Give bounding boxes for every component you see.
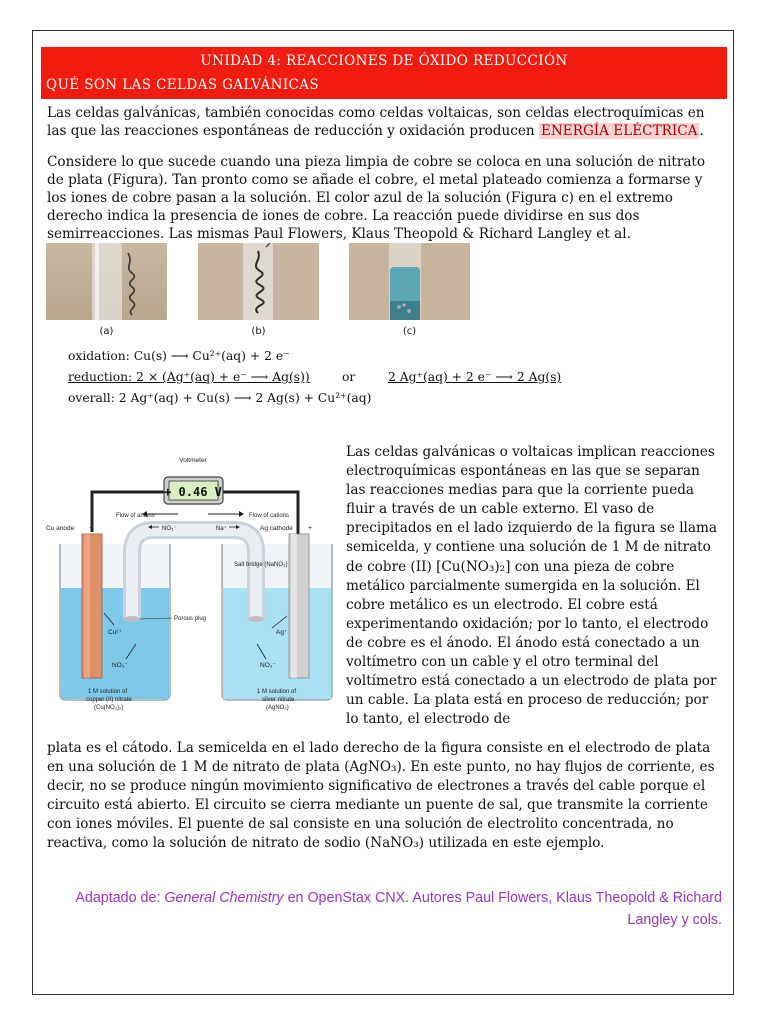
anode-label: Cu anode (46, 525, 75, 532)
credit-prefix: Adaptado de: (75, 890, 165, 906)
overall-label: overall: (68, 391, 115, 405)
header-banner (41, 47, 727, 99)
cathode-label: Ag cathode (260, 525, 293, 532)
unit-title: UNIDAD 4: REACCIONES DE ÓXIDO REDUCCIÓN (200, 53, 568, 69)
body-text-wrapped: Las celdas galvánicas o voltaicas implican reacciones electroquímicas espontáneas en las que se separan las reacciones medias para que la corriente pueda fluir a través de un cable externo. El vaso de precipitados en el lado izquierdo de la figura se llama semicelda, y contiene una solución de 1 M de nitrato de cobre (II) [Cu(NO₃)₂] con una pieza de cobre metálico parcialmente sumergida en la solución. El cobre metálico es un electrodo. El cobre está experimentando oxidación; por lo tanto, el electrodo de cobre es el ánodo. El ánodo está conectado a un voltímetro con un cable y el otro terminal del voltímetro está conectado a un electrodo de plata por un cable. La plata está en proceso de reducción; por lo tanto, el electrodo de (346, 444, 717, 728)
nitrate-right-label: NO₃⁻ (260, 662, 276, 669)
left-solution-line1: 1 M solution of (88, 689, 128, 695)
overall-equation (68, 388, 371, 409)
porous-plug-label: Porous plug (174, 616, 207, 622)
photo-a-caption: (a) (99, 326, 114, 337)
left-solution-line3: (Cu(NO₃)₂) (94, 705, 124, 711)
galvanic-cell-svg (46, 448, 340, 720)
right-solution-line2: silver nitrate (262, 697, 295, 703)
right-solution-line3: (AgNO₃) (266, 705, 289, 711)
reduction-alt: 2 Ag⁺(aq) + 2 e⁻ ⟶ 2 Ag(s) (388, 370, 562, 384)
reduction-main (68, 370, 310, 384)
paragraph-2: Considere lo que sucede cuando una pieza limpia de cobre se coloca en una solución de nitrato de plata (Figura). Tan pronto como se añade el cobre, el metal plateado comienza a formarse y los iones de cobre pasan a la solución. El color azul de la solución (Figura c) en el extremo derecho indica la presencia de iones de cobre. La reacción puede dividirse en sus dos semirreacciones. Las mismas Paul Flowers, Klaus Theopold & Richard Langley et al. (47, 154, 706, 242)
reduction-equation (68, 367, 562, 388)
bridge-sodium: Na⁺ (216, 526, 227, 532)
right-solution-line1: 1 M solution of (257, 689, 297, 695)
oxidation-label: oxidation: (68, 349, 130, 363)
intro-text: Las celdas galvánicas, también conocidas como celdas voltaicas, son celdas electroquímicas en las que las reacciones espontáneas de reducción y oxidación producen (47, 105, 705, 139)
photo-c-caption: (c) (402, 326, 417, 337)
oxidation-equation (68, 346, 371, 367)
overall-text: 2 Ag⁺(aq) + Cu(s) ⟶ 2 Ag(s) + Cu²⁺(aq) (118, 391, 372, 405)
voltmeter-label: Voltmeter (179, 457, 207, 464)
intro-end: . (699, 123, 704, 139)
salt-bridge-label: Salt bridge (NaNO₃) (234, 562, 288, 568)
photo-c (349, 243, 470, 337)
test-tube-photo-c (349, 243, 470, 320)
silver-ion-label: Ag⁺ (276, 629, 288, 636)
reduction-text: 2 × (Ag⁺(aq) + e⁻ ⟶ Ag(s)) (136, 370, 310, 384)
half-reactions (68, 346, 562, 409)
left-solution-line2: copper (II) nitrate (86, 697, 132, 703)
flow-anions-label: Flow of anions (116, 513, 155, 519)
or-word: or (342, 370, 356, 384)
nitrate-left-label: NO₃⁻ (112, 662, 128, 669)
body-text-full: plata es el cátodo. La semicelda en el lado derecho de la figura consiste en el electrodo de plata en una solución de 1 M de nitrato de plata (AgNO₃). En este punto, no hay flujos de corriente, es decir, no se produce ningún movimiento significativo de electrones a través del cable porque el circuito está abierto. El circuito se cierra mediante un puente de sal, que transmite la corriente con iones móviles. El puente de sal consiste en una solución de electrolito concentrada, no reactiva, como la solución de nitrato de sodio (NaNO₃) utilizada en este ejemplo. (47, 740, 715, 852)
copper-ion-label: Cu²⁺ (108, 629, 122, 636)
credit-suffix: en OpenStax CNX. Autores Paul Flowers, Klaus Theopold & Richard Langley y cols. (283, 890, 722, 928)
oxidation-text: Cu(s) ⟶ Cu²⁺(aq) + 2 e⁻ (133, 349, 290, 363)
test-tube-photo-b (198, 243, 319, 320)
highlight-energy: ENERGÍA ELÉCTRICA (540, 123, 698, 139)
source-credit (72, 887, 722, 931)
bridge-nitrate: NO₃⁻ (162, 526, 177, 532)
reduction-label: reduction: (68, 370, 133, 384)
plus-sign: + (308, 525, 313, 532)
galvanic-cell-diagram (46, 448, 340, 720)
photo-a (46, 243, 167, 337)
test-tube-photo-a (46, 243, 167, 320)
voltmeter-reading: + 0.46 V (164, 485, 222, 499)
photo-b (198, 243, 319, 337)
intro-paragraph (47, 104, 722, 140)
photo-b-caption: (b) (251, 326, 266, 337)
credit-work: General Chemistry (164, 890, 284, 906)
section-title: QUÉ SON LAS CELDAS GALVÁNICAS (46, 77, 320, 93)
flow-cations-label: Flow of cations (249, 513, 290, 519)
minus-sign: − (89, 525, 94, 532)
